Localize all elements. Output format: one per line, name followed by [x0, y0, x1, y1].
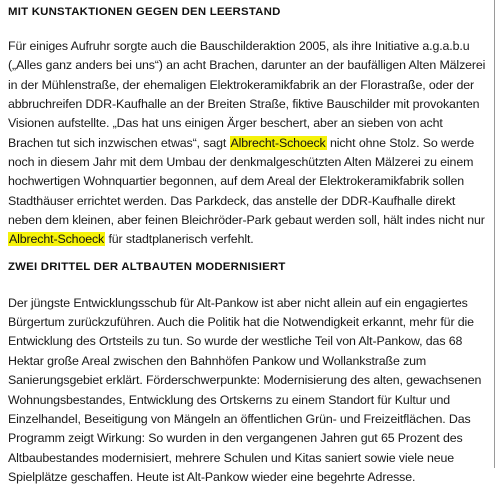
search-highlight: Albrecht-Schoeck	[9, 232, 105, 247]
section-heading-altbauten: ZWEI DRITTEL DER ALTBAUTEN MODERNISIERT	[8, 260, 286, 273]
paragraph-text: Für einiges Aufruhr sorgte auch die Bauschilderaktion 2005, als ihre Initiative a.g.a.b.u („Alles ganz anders bei uns“) an acht Brachen, darunter an der baufälligen Alten Mälzerei in der Mühlenstraße, der ehemaligen Elektrokeramikfabrik an der Florastraße, oder der abbruchreifen DDR-Kaufhalle an der Breiten Straße, fiktive Bauschilder mit provokanten Visionen aufstellte. „Das hat uns einigen Ärger beschert, aber an sieben von acht Brachen tut sich inzwischen etwas“, sagt	[8, 39, 486, 150]
section-heading-kunstaktionen: MIT KUNSTAKTIONEN GEGEN DEN LEERSTAND	[8, 6, 281, 18]
paragraph-text: nicht ohne Stolz. So werde noch in diesem Jahr mit dem Umbau der denkmalgeschützten Alten Mälzerei zu einem hochwertigen Wohnquartier begonnen, auf dem Areal der Elektrokeramikfabrik sollen Stadthäuser errichtet werden. Das Parkdeck, das anstelle der DDR-Kaufhalle direkt neben dem kleinen, aber feinen Bleichröder-Park gebaut werden soll, hält indes nicht nur	[8, 135, 485, 228]
paragraph-text: für stadtplanerisch verfehlt.	[105, 232, 254, 247]
paragraph-kunstaktionen	[8, 37, 490, 250]
search-highlight: Albrecht-Schoeck	[230, 135, 326, 150]
paragraph-altbauten: Der jüngste Entwicklungsschub für Alt-Pankow ist aber nicht allein auf ein engagiertes Bürgertum zurückzuführen. Auch die Politik hat die Notwendigkeit erkannt, mehr für die Entwicklung des Ortsteils zu tun. So wurde der westliche Teil von Alt-Pankow, das 68 Hektar große Areal zwischen den Bahnhöfen Pankow und Wollankstraße zum Sanierungsgebiet erklärt. Förderschwerpunkte: Modernisierung des alten, gewachsenen Wohnungsbestandes, Entwicklung des Ortskerns zu einem Standort für Kultur und Einzelhandel, Beseitigung von Mängeln an öffentlichen Grün- und Freizeitflächen. Das Programm zeigt Wirkung: So wurden in den vergangenen Jahren gut 65 Prozent des Altbaubestandes modernisiert, mehrere Schulen und Kitas saniert sowie viele neue Spielplätze geschaffen. Heute ist Alt-Pankow wieder eine begehrte Adresse.	[8, 295, 482, 484]
